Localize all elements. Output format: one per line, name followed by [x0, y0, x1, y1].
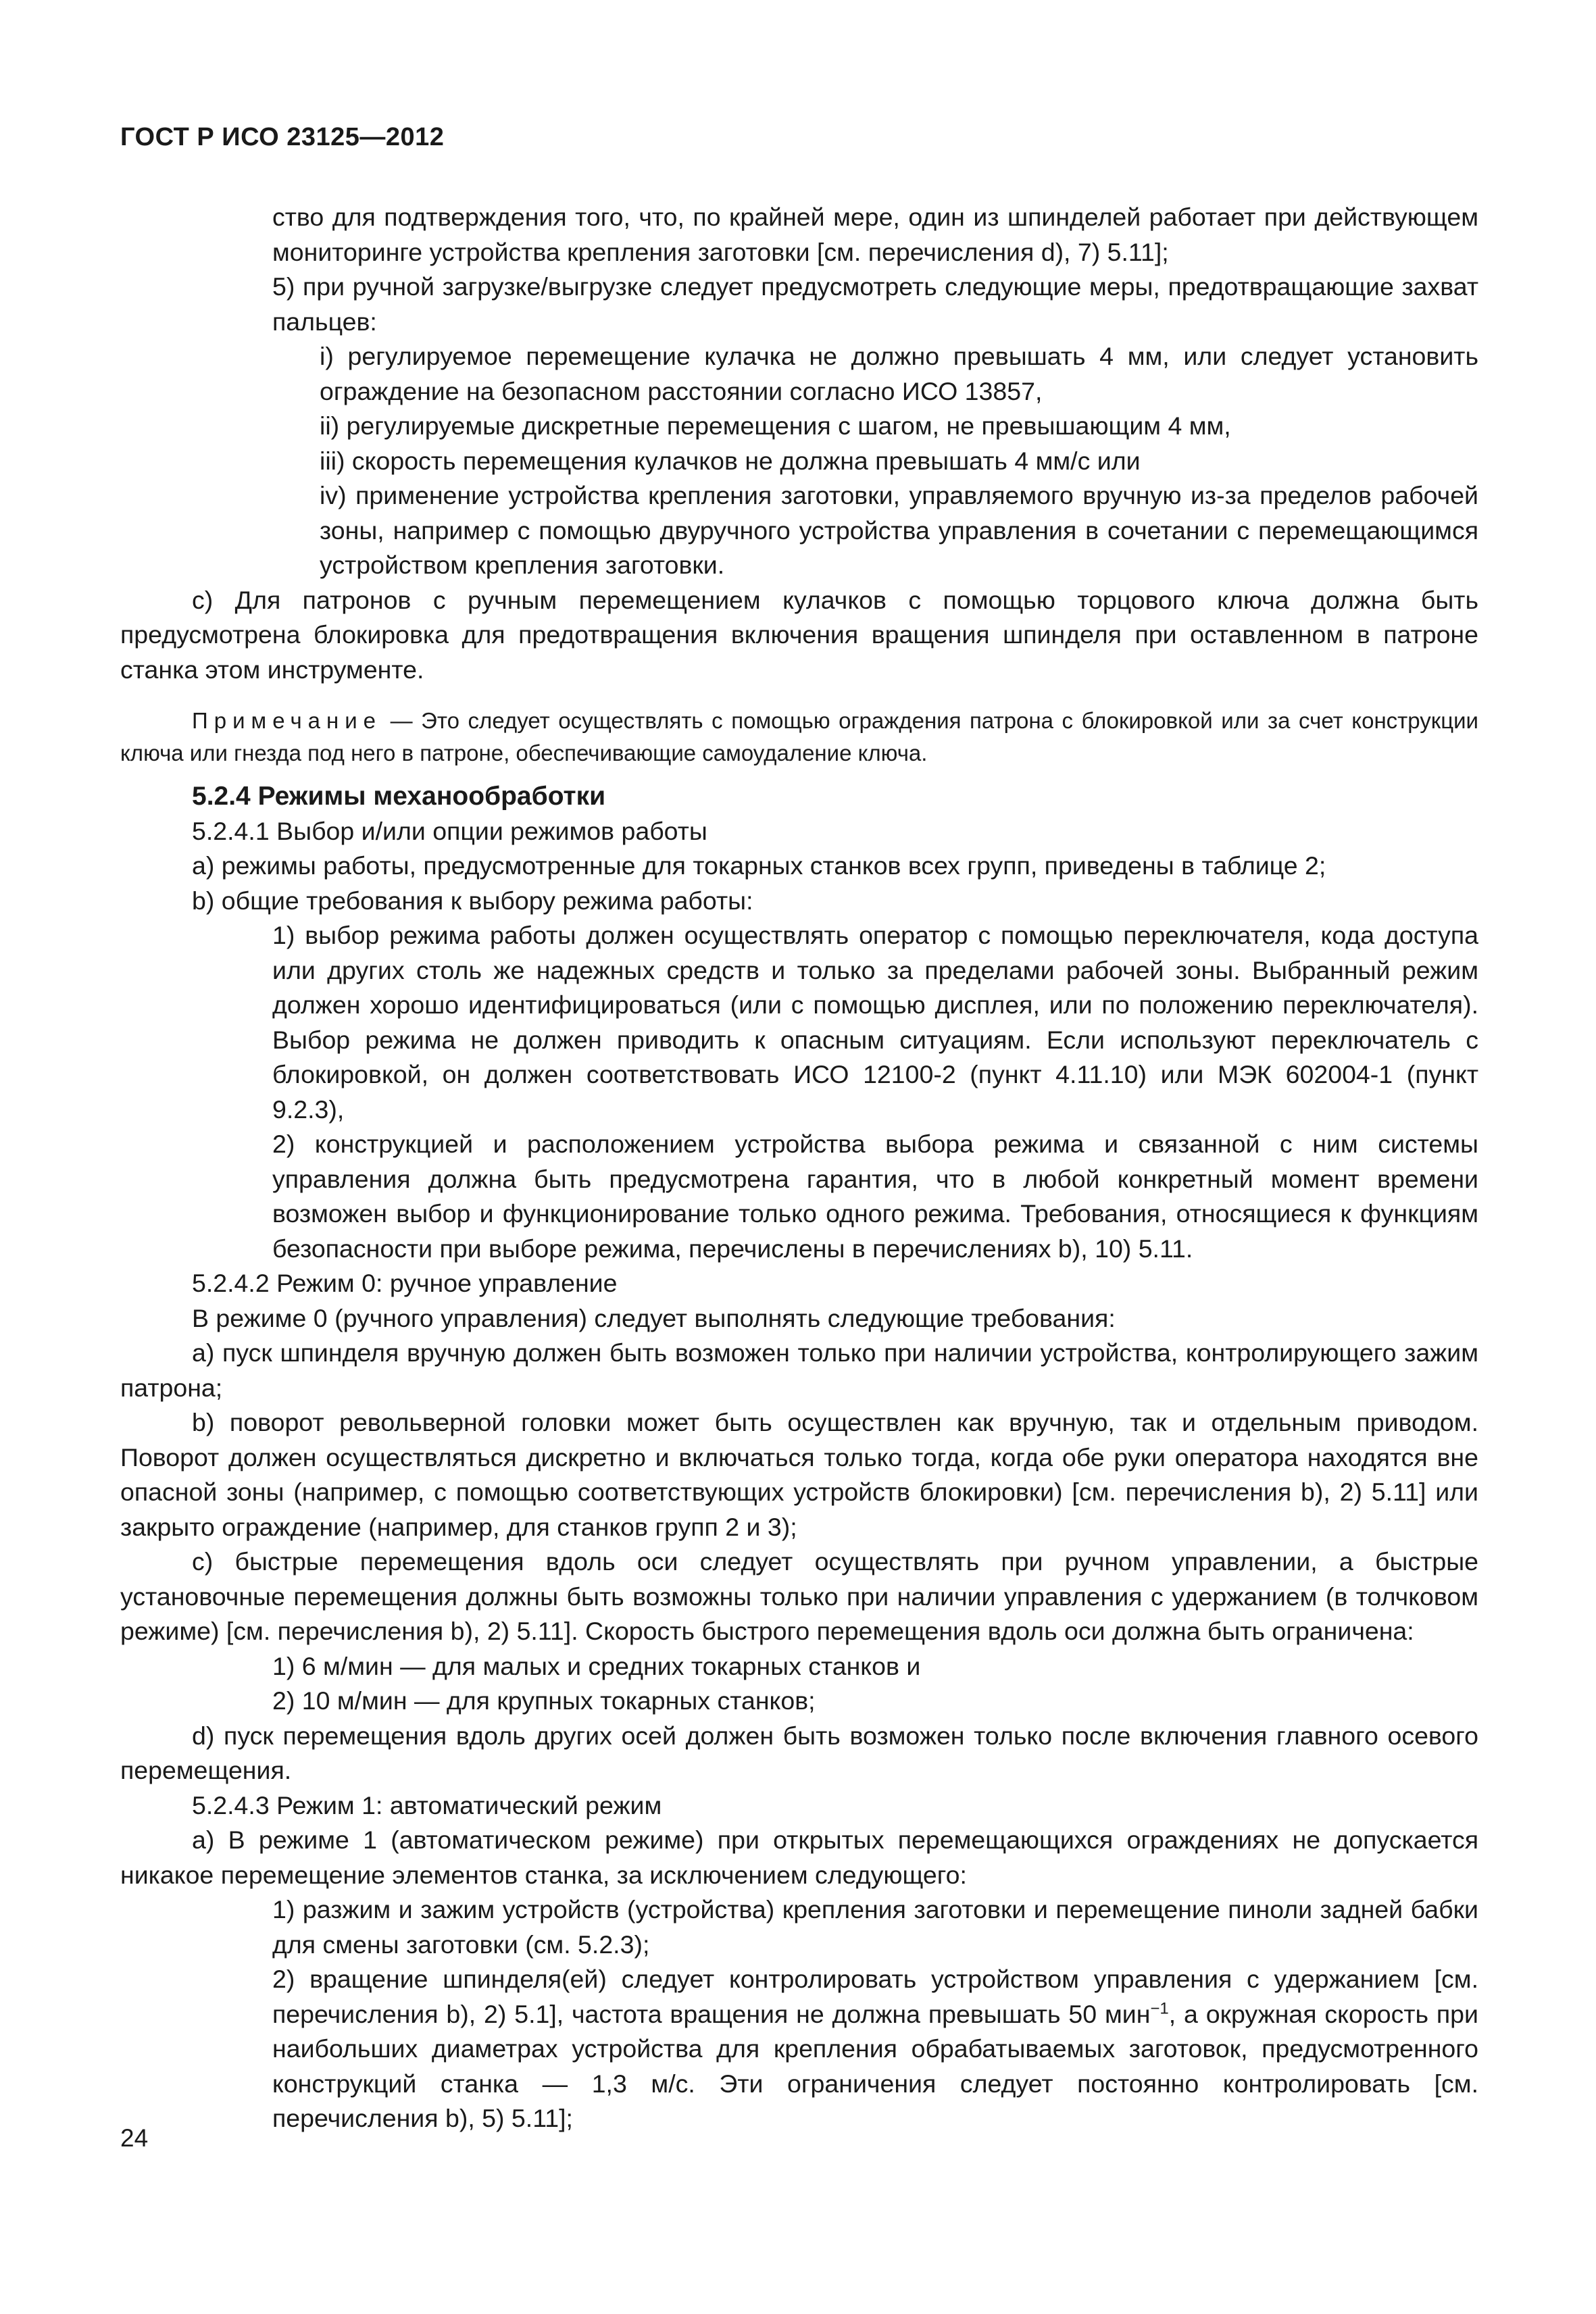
note-text: — Это следует осуществлять с помощью ограждения патрона с блокировкой или за счет конструкции ключа или гнезда под него в патроне, обеспечивающие самоудаление ключа. [120, 708, 1478, 765]
section-heading: 5.2.4 Режимы механообработки [192, 782, 606, 811]
page-number: 24 [120, 2124, 149, 2152]
paragraph: с) быстрые перемещения вдоль оси следует осуществлять при ручном управлении, а быстрые установочные перемещения должны быть возможны только при наличии управления с удержанием (в толчковом режиме) [см. перечисления b), 2) 5.11]. Скорость быстрого перемещения вдоль оси должна быть ограничена: [120, 1547, 1478, 1645]
paragraph: с) Для патронов с ручным перемещением кулачков с помощью торцового ключа должна быть предусмотрена блокировка для предотвращения включения вращения шпинделя при оставленном в патроне станка этом инструменте. [120, 585, 1478, 684]
document-body [120, 200, 1478, 2136]
list-item: iv) применение устройства крепления заготовки, управляемого вручную из-за пределов рабочей зоны, например с помощью двуручного устройства управления в сочетании с перемещающимся устройством крепления заготовки. [320, 481, 1478, 579]
list-item: 2) конструкцией и расположением устройства выбора режима и связанной с ним системы управления должна быть предусмотрена гарантия, что в любой конкретный момент времени возможен выбор и функционирование только одного режима. Требования, относящиеся к функциям безопасности при выборе режима, перечислены в перечислениях b), 10) 5.11. [272, 1130, 1478, 1263]
list-item: 1) разжим и зажим устройств (устройства) крепления заготовки и перемещение пиноли задней бабки для смены заготовки (см. 5.2.3); [272, 1895, 1478, 1959]
paragraph: d) пуск перемещения вдоль других осей должен быть возможен только после включения главного осевого перемещения. [120, 1721, 1478, 1784]
paragraph: а) пуск шпинделя вручную должен быть возможен только при наличии устройства, контролирующего зажим патрона; [120, 1338, 1478, 1402]
list-item-text: 2) вращение шпинделя(ей) следует контролировать устройством управления с удержанием [см. перечисления b), 2) 5.1], частота вращения не должна превышать 50 мин [272, 1965, 1478, 2028]
note-label: Примечание [192, 708, 382, 733]
list-item [120, 1962, 1478, 2136]
paragraph: 5.2.4.2 Режим 0: ручное управление [192, 1269, 618, 1297]
list-item: 2) 10 м/мин — для крупных токарных станков; [272, 1686, 816, 1715]
list-item: iii) скорость перемещения кулачков не должна превышать 4 мм/с или [320, 446, 1141, 475]
paragraph: ство для подтверждения того, что, по крайней мере, один из шпинделей работает при действующем мониторинге устройства крепления заготовки [см. перечисления d), 7) 5.11]; [272, 203, 1478, 266]
paragraph: В режиме 0 (ручного управления) следует выполнять следующие требования: [192, 1303, 1116, 1332]
paragraph: b) общие требования к выбору режима работы: [192, 886, 753, 915]
paragraph: 5.2.4.1 Выбор и/или опции режимов работы [192, 816, 707, 845]
paragraph: 5.2.4.3 Режим 1: автоматический режим [192, 1790, 662, 1819]
superscript: −1 [1150, 1999, 1169, 2017]
paragraph: а) В режиме 1 (автоматическом режиме) при открытых перемещающихся ограждениях не допускается никакое перемещение элементов станка, за исключением следующего: [120, 1826, 1478, 1889]
list-item: ii) регулируемые дискретные перемещения с шагом, не превышающим 4 мм, [320, 411, 1231, 440]
list-item: 1) 6 м/мин — для малых и средних токарных станков и [272, 1651, 921, 1680]
document-header: ГОСТ Р ИСО 23125—2012 [120, 123, 445, 151]
paragraph: 5) при ручной загрузке/выгрузке следует предусмотреть следующие меры, предотвращающие захват пальцев: [272, 272, 1478, 336]
note [120, 705, 1478, 770]
paragraph: b) поворот револьверной головки может быть осуществлен как вручную, так и отдельным приводом. Поворот должен осуществляться дискретно и включаться только тогда, когда обе руки оператора находятся вне опасной зоны (например, с помощью соответствующих устройств блокировки) [см. перечисления b), 2) 5.11] или закрыто ограждение (например, для станков групп 2 и 3); [120, 1408, 1478, 1541]
list-item-text: , а окружная скорость при наибольших диаметрах устройства для крепления обрабатываемых заготовок, предусмотренного конструкций станка — 1,3 м/с. Эти ограничения следует постоянно контролировать [см. перечисления b), 5) 5.11]; [272, 1999, 1478, 2132]
list-item: i) регулируемое перемещение кулачка не должно превышать 4 мм, или следует установить ограждение на безопасном расстоянии согласно ИСО 13857, [320, 342, 1478, 405]
paragraph: а) режимы работы, предусмотренные для токарных станков всех групп, приведены в таблице 2; [192, 851, 1326, 880]
list-item: 1) выбор режима работы должен осуществлять оператор с помощью переключателя, кода доступа или других столь же надежных средств и только за пределами рабочей зоны. Выбранный режим должен хорошо идентифицироваться (или с помощью дисплея, или по положению переключателя). Выбор режима не должен приводить к опасным ситуациям. Если используют переключатель с блокировкой, он должен соответствовать ИСО 12100-2 (пункт 4.11.10) или МЭК 602004-1 (пункт 9.2.3), [272, 921, 1478, 1124]
